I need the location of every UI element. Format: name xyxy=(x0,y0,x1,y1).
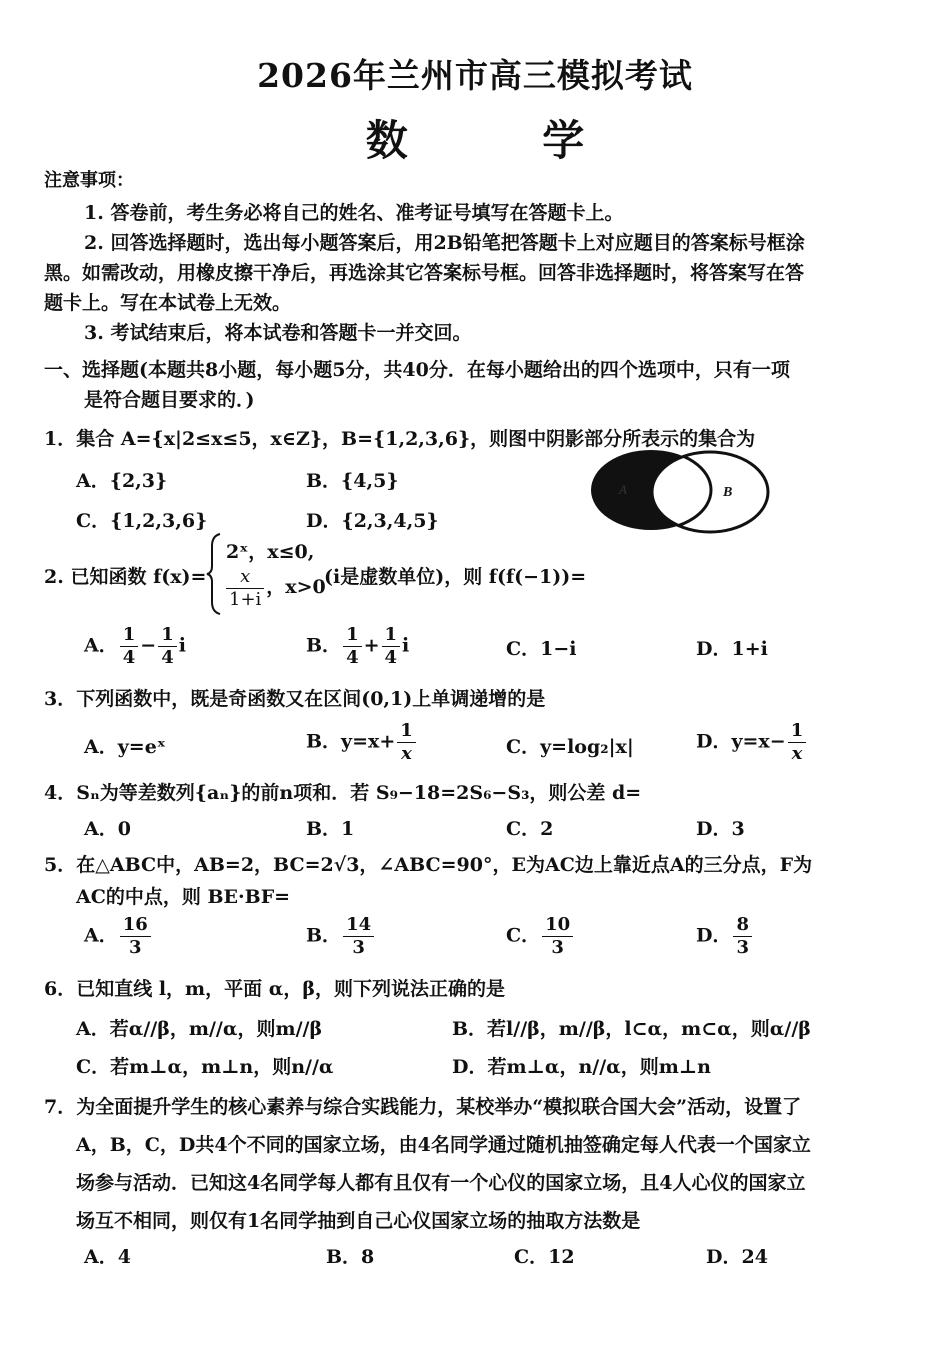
q1-option-b: B．{4,5} xyxy=(306,470,399,492)
q5-c-den: 3 xyxy=(551,937,564,958)
q7-option-a: A．4 xyxy=(84,1246,131,1268)
venn-label-b: B xyxy=(723,485,733,500)
q6-option-c: C．若m⊥α，m⊥n，则n//α xyxy=(76,1056,334,1078)
q2-a-den1: 4 xyxy=(122,647,136,668)
q5-option-c xyxy=(506,914,575,959)
q5-a-num: 16 xyxy=(120,914,151,937)
q2-suffix: (i是虚数单位)，则 f(f(−1))= xyxy=(324,566,587,588)
q5-option-d xyxy=(696,914,754,959)
q3-b-num: 1 xyxy=(397,720,416,743)
q5-a-den: 3 xyxy=(129,937,142,958)
q5-c-num: 10 xyxy=(542,914,573,937)
venn-diagram xyxy=(585,448,780,538)
q2-b-num2: 1 xyxy=(382,624,401,647)
q2-a-num2: 1 xyxy=(158,624,177,647)
q6-option-a: A．若α//β，m//α，则m//β xyxy=(76,1018,323,1040)
q2-brace xyxy=(205,532,223,616)
exam-title: 2026年兰州市高三模拟考试 xyxy=(257,56,693,95)
q1-option-c: C．{1,2,3,6} xyxy=(76,510,208,532)
q2-case-1: 2ˣ，x≤0, xyxy=(226,541,315,563)
q6-option-b: B．若l//β，m//β，l⊂α，m⊂α，则α//β xyxy=(452,1018,811,1040)
q4-stem: 4．Sₙ为等差数列{aₙ}的前n项和．若 S₉−18=2S₆−S₃，则公差 d= xyxy=(44,782,642,804)
notice-item-2: 2. 回答选择题时，选出每小题答案后，用2B铅笔把答题卡上对应题目的答案标号框涂 xyxy=(84,232,805,254)
q3-option-b-pre: B．y=x+ xyxy=(306,730,396,753)
q5-b-num: 14 xyxy=(343,914,374,937)
q5-option-a xyxy=(84,914,153,959)
venn-label-a: A xyxy=(619,482,627,497)
q5-d-label: D． xyxy=(696,924,732,947)
q3-d-num: 1 xyxy=(788,720,807,743)
q3-option-d-pre: D．y=x− xyxy=(696,730,786,753)
q4-option-d: D．3 xyxy=(696,818,745,840)
q7-option-c: C．12 xyxy=(514,1246,575,1268)
q7-option-d: D．24 xyxy=(706,1246,768,1268)
q2-a-mid: − xyxy=(140,634,157,657)
q5-b-den: 3 xyxy=(352,937,365,958)
q2-option-d: D．1+i xyxy=(696,638,768,660)
q2-case-2-fraction xyxy=(226,566,264,611)
q7-line-4: 场互不相同，则仅有1名同学抽到自己心仪国家立场的抽取方法数是 xyxy=(76,1210,641,1232)
q2-option-c: C．1−i xyxy=(506,638,577,660)
q1-option-a: A．{2,3} xyxy=(76,470,168,492)
notice-item-2-end: 题卡上。写在本试卷上无效。 xyxy=(44,292,292,314)
notice-item-2-cont: 黑。如需改动，用橡皮擦干净后，再选涂其它答案标号框。回答非选择题时，将答案写在答 xyxy=(44,262,805,284)
q5-line-2: AC的中点，则 BE·BF= xyxy=(76,886,291,908)
q2-a-num1: 1 xyxy=(120,624,139,647)
q3-option-a: A．y=eˣ xyxy=(84,736,166,758)
q2-option-a xyxy=(84,624,186,669)
notice-heading: 注意事项： xyxy=(44,170,134,191)
subject-title: 数 学 xyxy=(365,116,645,165)
q5-a-label: A． xyxy=(84,924,118,947)
q5-d-num: 8 xyxy=(733,914,752,937)
q7-line-1: 7．为全面提升学生的核心素养与综合实践能力，某校举办“模拟联合国大会”活动，设置了 xyxy=(44,1096,802,1118)
q5-c-label: C． xyxy=(506,924,541,947)
q3-option-d xyxy=(696,720,808,765)
section-heading-cont: 是符合题目要求的．) xyxy=(84,389,255,411)
q7-line-3: 场参与活动．已知这4名同学每人都有且仅有一个心仪的国家立场，且4人心仪的国家立 xyxy=(76,1172,806,1194)
q2-case-2-num: x xyxy=(226,566,264,589)
q2-a-end: i xyxy=(178,634,186,657)
q4-option-c: C．2 xyxy=(506,818,554,840)
q2-case-2-cond: ，x>0 xyxy=(266,576,326,598)
q6-option-d: D．若m⊥α，n//α，则m⊥n xyxy=(452,1056,711,1078)
q2-case-2-den: 1+i xyxy=(229,589,262,610)
q2-a-den2: 4 xyxy=(161,647,174,668)
q1-stem: 1．集合 A={x|2≤x≤5，x∈Z}，B={1,2,3,6}，则图中阴影部分所表示的集合为 xyxy=(44,428,756,450)
q4-option-a: A．0 xyxy=(84,818,131,840)
q5-option-b xyxy=(306,914,376,959)
q3-option-b xyxy=(306,720,418,765)
q5-b-label: B． xyxy=(306,924,342,947)
q5-line-1: 5．在△ABC中，AB=2，BC=2√3，∠ABC=90°，E为AC边上靠近点A的三分点，F为 xyxy=(44,854,813,876)
q2-b-mid: + xyxy=(363,634,380,657)
q2-b-end: i xyxy=(402,634,410,657)
q7-option-b: B．8 xyxy=(326,1246,375,1268)
q3-option-c: C．y=log₂|x| xyxy=(506,736,634,758)
notice-item-3: 3. 考试结束后，将本试卷和答题卡一并交回。 xyxy=(84,322,472,344)
q2-option-a-label: A． xyxy=(84,634,118,657)
notice-item-1: 1. 答卷前，考生务必将自己的姓名、准考证号填写在答题卡上。 xyxy=(84,202,624,224)
q2-b-den1: 4 xyxy=(346,647,359,668)
q2-case-2 xyxy=(224,566,326,611)
q3-d-den: x xyxy=(791,743,803,764)
q6-stem: 6．已知直线 l，m，平面 α，β，则下列说法正确的是 xyxy=(44,978,506,1000)
q2-b-den2: 4 xyxy=(384,647,398,668)
q3-b-den: x xyxy=(401,743,412,764)
q7-line-2: A，B，C，D共4个不同的国家立场，由4名同学通过随机抽签确定每人代表一个国家立 xyxy=(76,1134,811,1156)
section-heading: 一、选择题(本题共8小题，每小题5分，共40分．在每小题给出的四个选项中，只有一项 xyxy=(44,359,790,381)
q3-stem: 3．下列函数中，既是奇函数又在区间(0,1)上单调递增的是 xyxy=(44,688,546,710)
q2-option-b-label: B． xyxy=(306,634,342,657)
q2-option-b xyxy=(306,624,409,669)
q2-b-num1: 1 xyxy=(343,624,362,647)
q1-option-d: D．{2,3,4,5} xyxy=(306,510,439,532)
q2-prefix: 2. 已知函数 f(x)= xyxy=(44,566,207,588)
q5-d-den: 3 xyxy=(736,937,750,958)
q4-option-b: B．1 xyxy=(306,818,355,840)
